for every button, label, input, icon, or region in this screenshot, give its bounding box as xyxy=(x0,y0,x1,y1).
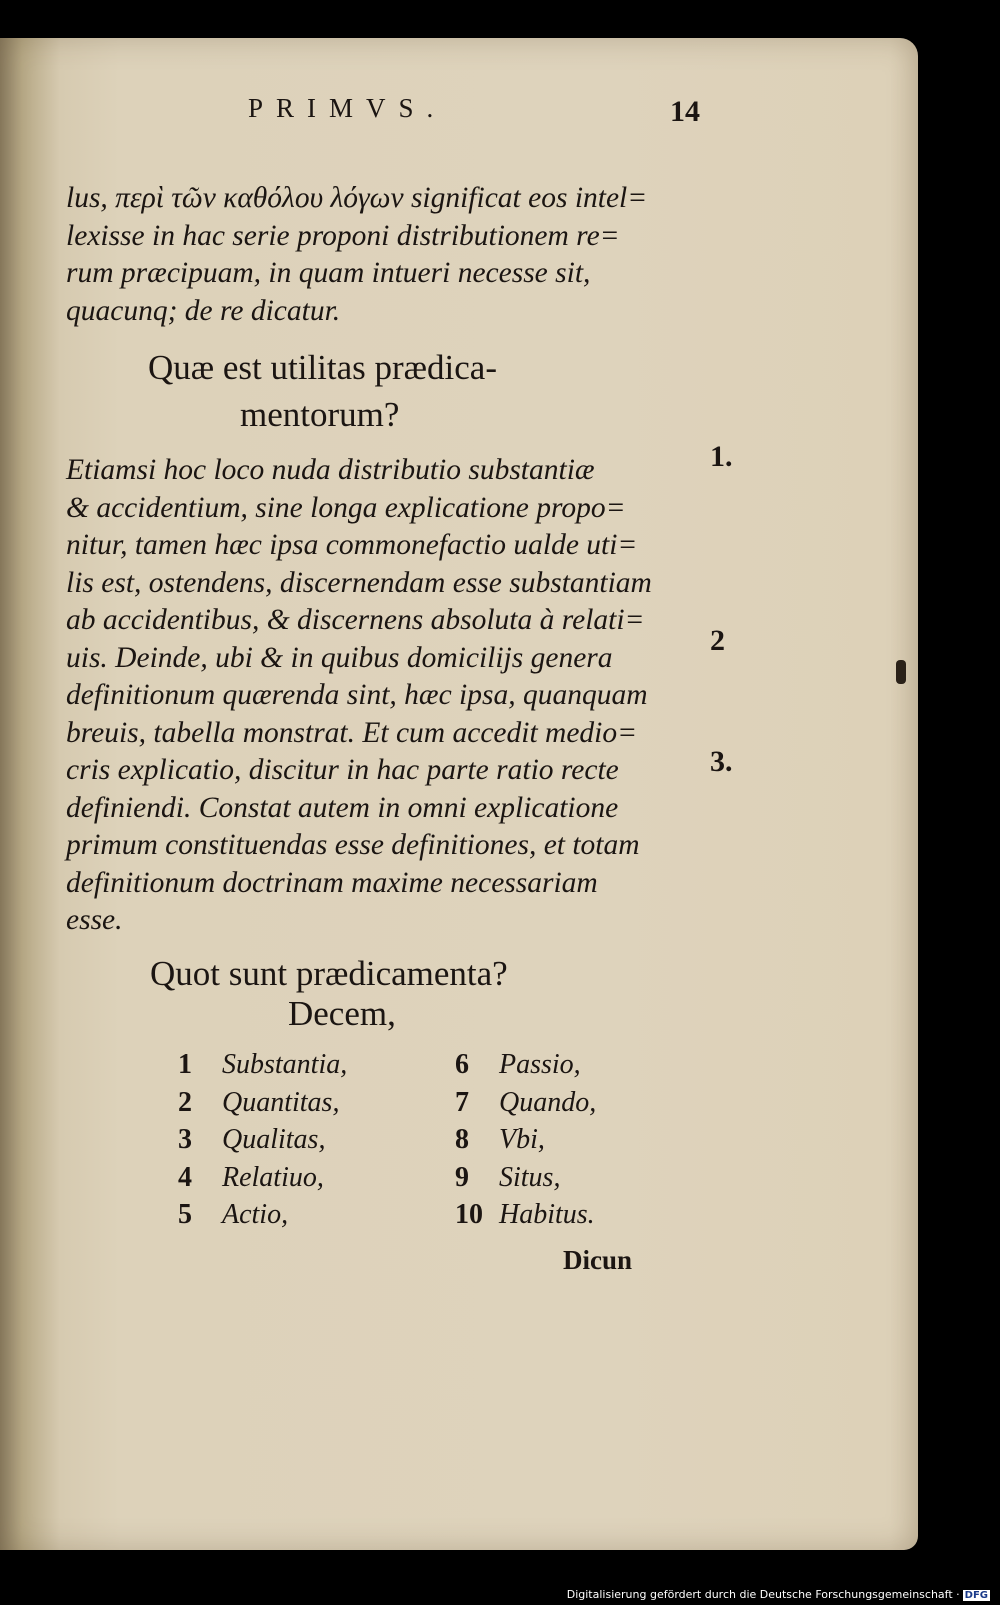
category-name: Actio, xyxy=(222,1199,289,1230)
category-number: 1 xyxy=(178,1049,192,1080)
category-list-right xyxy=(455,1046,596,1234)
category-item xyxy=(178,1121,347,1159)
category-number: 6 xyxy=(455,1049,469,1080)
question-heading-count: Quot sunt prædicamenta? xyxy=(150,954,508,993)
question-heading-utility xyxy=(148,344,497,438)
margin-number: 2 xyxy=(710,624,725,657)
text-line: quacunq; de re dicatur. xyxy=(66,294,341,327)
category-item xyxy=(178,1196,347,1234)
text-line: definiendi. Constat autem in omni explicatione xyxy=(66,791,619,824)
category-name: Qualitas, xyxy=(222,1124,326,1155)
category-list-left xyxy=(178,1046,347,1234)
category-item xyxy=(178,1046,347,1084)
paragraph-answer-utility xyxy=(66,452,652,940)
text-line: nitur, tamen hæc ipsa commonefactio ualde uti= xyxy=(66,529,638,561)
category-number: 10 xyxy=(455,1199,483,1230)
text-line: lis est, ostendens, discernendam esse substantiam xyxy=(66,566,652,599)
text-line: & accidentium, sine longa explicatione propo= xyxy=(66,491,626,524)
category-name: Vbi, xyxy=(499,1124,545,1155)
category-number: 2 xyxy=(178,1086,192,1118)
category-number: 4 xyxy=(178,1161,192,1193)
category-name: Passio, xyxy=(499,1049,581,1080)
category-number: 8 xyxy=(455,1124,469,1155)
heading-line: mentorum? xyxy=(240,395,400,434)
category-name: Situs, xyxy=(499,1161,561,1193)
category-item xyxy=(455,1121,596,1159)
category-number: 3 xyxy=(178,1124,192,1155)
category-item xyxy=(455,1196,596,1234)
category-item xyxy=(455,1084,596,1122)
page-header xyxy=(248,93,708,133)
text-line: ab accidentibus, & discernens absoluta à relati= xyxy=(66,604,645,636)
text-line: definitionum doctrinam maxime necessariam xyxy=(66,866,598,899)
text-line: esse. xyxy=(66,904,123,936)
category-name: Substantia, xyxy=(222,1049,348,1080)
category-item xyxy=(455,1159,596,1197)
text-line: definitionum quærenda sint, hæc ipsa, quanquam xyxy=(66,679,648,711)
text-line: lus, περὶ τῶν καθόλου λόγων significat eos intel= xyxy=(66,182,648,214)
category-name: Relatiuo, xyxy=(222,1161,324,1193)
category-number: 5 xyxy=(178,1199,192,1230)
category-item xyxy=(178,1159,347,1197)
category-item xyxy=(178,1084,347,1122)
text-line: cris explicatio, discitur in hac parte ratio recte xyxy=(66,754,619,786)
text-line: uis. Deinde, ubi & in quibus domicilijs genera xyxy=(66,641,613,674)
category-number: 7 xyxy=(455,1086,469,1118)
catchword: Dicun xyxy=(563,1245,633,1275)
category-name: Quando, xyxy=(499,1086,597,1118)
text-line: lexisse in hac serie proponi distributionem re= xyxy=(66,219,620,252)
text-line: primum constituendas esse definitiones, et totam xyxy=(66,829,640,861)
running-head: PRIMVS. xyxy=(248,93,447,123)
heading-line: Quæ est utilitas prædica- xyxy=(148,348,497,387)
category-item xyxy=(455,1046,596,1084)
margin-number: 3. xyxy=(710,745,733,778)
page-edge-notch xyxy=(896,660,906,684)
footer-text: Digitalisierung gefördert durch die Deutsche Forschungsgemeinschaft · xyxy=(566,1588,960,1601)
dfg-logo-icon: DFG xyxy=(964,1590,988,1601)
text-line: breuis, tabella monstrat. Et cum accedit medio= xyxy=(66,716,638,749)
page-number: 14 xyxy=(670,95,700,128)
text-line: Etiamsi hoc loco nuda distributio substantiæ xyxy=(66,454,595,486)
text-line: rum præcipuam, in quam intueri necesse sit, xyxy=(66,257,591,289)
margin-number: 1. xyxy=(710,440,733,473)
paragraph-intro xyxy=(66,180,647,330)
category-name: Quantitas, xyxy=(222,1086,340,1118)
category-name: Habitus. xyxy=(499,1199,595,1230)
category-number: 9 xyxy=(455,1161,469,1193)
digitization-footer xyxy=(567,1588,990,1601)
answer-decem: Decem, xyxy=(288,994,396,1033)
